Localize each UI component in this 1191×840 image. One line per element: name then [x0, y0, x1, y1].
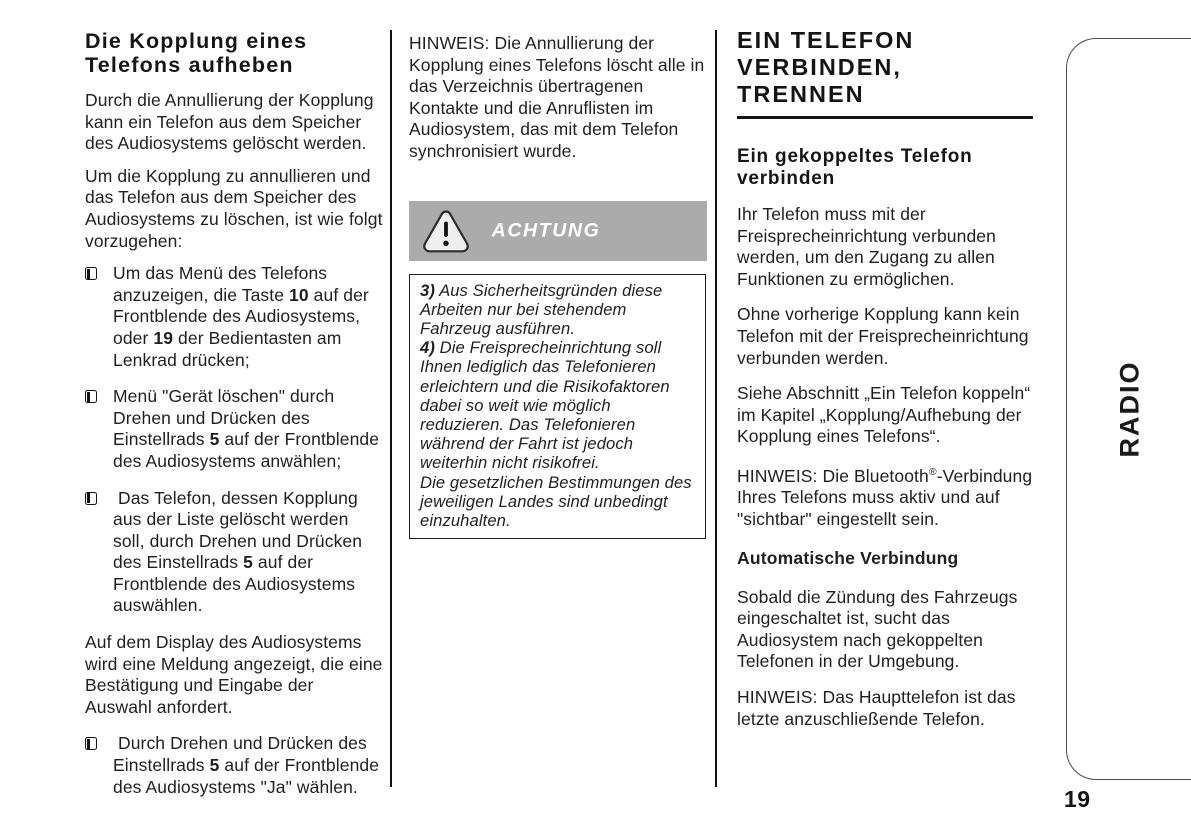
warning-item: 3) Aus Sicherheitsgründen diese Arbeiten nur bei stehendem Fahrzeug ausführen. — [420, 280, 663, 338]
section-heading: Die Kopplung eines Telefons aufheben — [85, 29, 308, 77]
chapter-tab-radio — [1066, 38, 1191, 780]
warning-box — [409, 274, 706, 540]
square-bullet-icon — [85, 390, 97, 403]
warning-item: 4) Die Freisprecheinrichtung soll Ihnen lediglich das Telefonieren erleichtern und die Risikofaktoren dabei so weit wie möglich reduzieren. Das Telefonieren während der Fahrt ist jedoch weiterhin nicht risikofrei. — [420, 338, 670, 473]
list-item — [85, 733, 383, 798]
paragraph: Siehe Abschnitt „Ein Telefon koppeln“ im Kapitel „Kopplung/Aufhebung der Kopplung eines Telefons“. — [737, 383, 1031, 447]
note-paragraph: HINWEIS: Das Haupttelefon ist das letzte anzuschließende Telefon. — [737, 686, 1016, 729]
list-item — [85, 263, 383, 371]
title-underline — [737, 116, 1033, 119]
list-item — [85, 488, 383, 618]
chapter-section-title: EIN TELEFON VERBINDEN, TRENNEN — [737, 27, 915, 107]
list-item-text: Menü "Gerät löschen" durch Drehen und Drücken des Einstellrads 5 auf der Frontblende des Audiosystems anwählen; — [113, 386, 380, 471]
square-bullet-icon — [85, 267, 97, 280]
warning-item: Die gesetzlichen Bestimmungen des jeweiligen Landes sind unbedingt einzuhalten. — [420, 472, 692, 530]
column-divider — [715, 30, 717, 787]
note-paragraph: HINWEIS: Die Bluetooth®-Verbindung Ihres Telefons muss aktiv und auf "sichtbar" eingestellt sein. — [737, 465, 1033, 529]
page-number: 19 — [1064, 786, 1091, 812]
list-item-text: Um das Menü des Telefons anzuzeigen, die Taste 10 auf der Frontblende des Audiosystems, oder 19 der Bedientasten am Lenkrad drücken; — [113, 263, 369, 370]
column-left — [85, 30, 383, 813]
column-middle — [409, 33, 715, 539]
list-item-text: Das Telefon, dessen Kopplung aus der Liste gelöscht werden soll, durch Drehen und Drücken des Einstellrads 5 auf der Frontblende des Audiosystems auswählen. — [113, 487, 363, 616]
warning-banner — [409, 201, 707, 261]
column-right — [737, 27, 1033, 741]
square-bullet-icon — [85, 737, 97, 750]
list-item — [85, 386, 383, 472]
subsection-heading: Automatische Verbindung — [737, 547, 959, 568]
paragraph: Sobald die Zündung des Fahrzeugs eingeschaltet ist, sucht das Audiosystem nach gekoppelten Telefonen in der Umgebung. — [737, 586, 1018, 672]
chapter-tab-label: RADIO — [1114, 360, 1144, 458]
paragraph: Ohne vorherige Kopplung kann kein Telefon mit der Freisprecheinrichtung verbunden werden. — [737, 304, 1029, 368]
column-divider — [390, 30, 392, 787]
list-item-text: Durch Drehen und Drücken des Einstellrads 5 auf der Frontblende des Audiosystems "Ja" wählen. — [113, 733, 380, 797]
subsection-heading: Ein gekoppeltes Telefon verbinden — [737, 146, 973, 189]
paragraph: Durch die Annullierung der Kopplung kann ein Telefon aus dem Speicher des Audiosystems gelöscht werden. — [85, 90, 374, 154]
paragraph: Auf dem Display des Audiosystems wird eine Meldung angezeigt, die eine Bestätigung und Eingabe der Auswahl anfordert. — [85, 632, 383, 717]
square-bullet-icon — [85, 492, 97, 505]
warning-banner-label: ACHTUNG — [491, 219, 601, 242]
paragraph: Ihr Telefon muss mit der Freisprecheinrichtung verbunden werden, um den Zugang zu allen Funktionen zu ermöglichen. — [737, 204, 996, 289]
paragraph: Um die Kopplung zu annullieren und das Telefon aus dem Speicher des Audiosystems zu löschen, ist wie folgt vorzugehen: — [85, 165, 383, 251]
note-paragraph: HINWEIS: Die Annullierung der Kopplung eines Telefons löscht alle in das Verzeichnis übertragenen Kontakte und die Anruflisten im Audiosystem, das mit dem Telefon synchronisiert wurde. — [409, 33, 705, 161]
